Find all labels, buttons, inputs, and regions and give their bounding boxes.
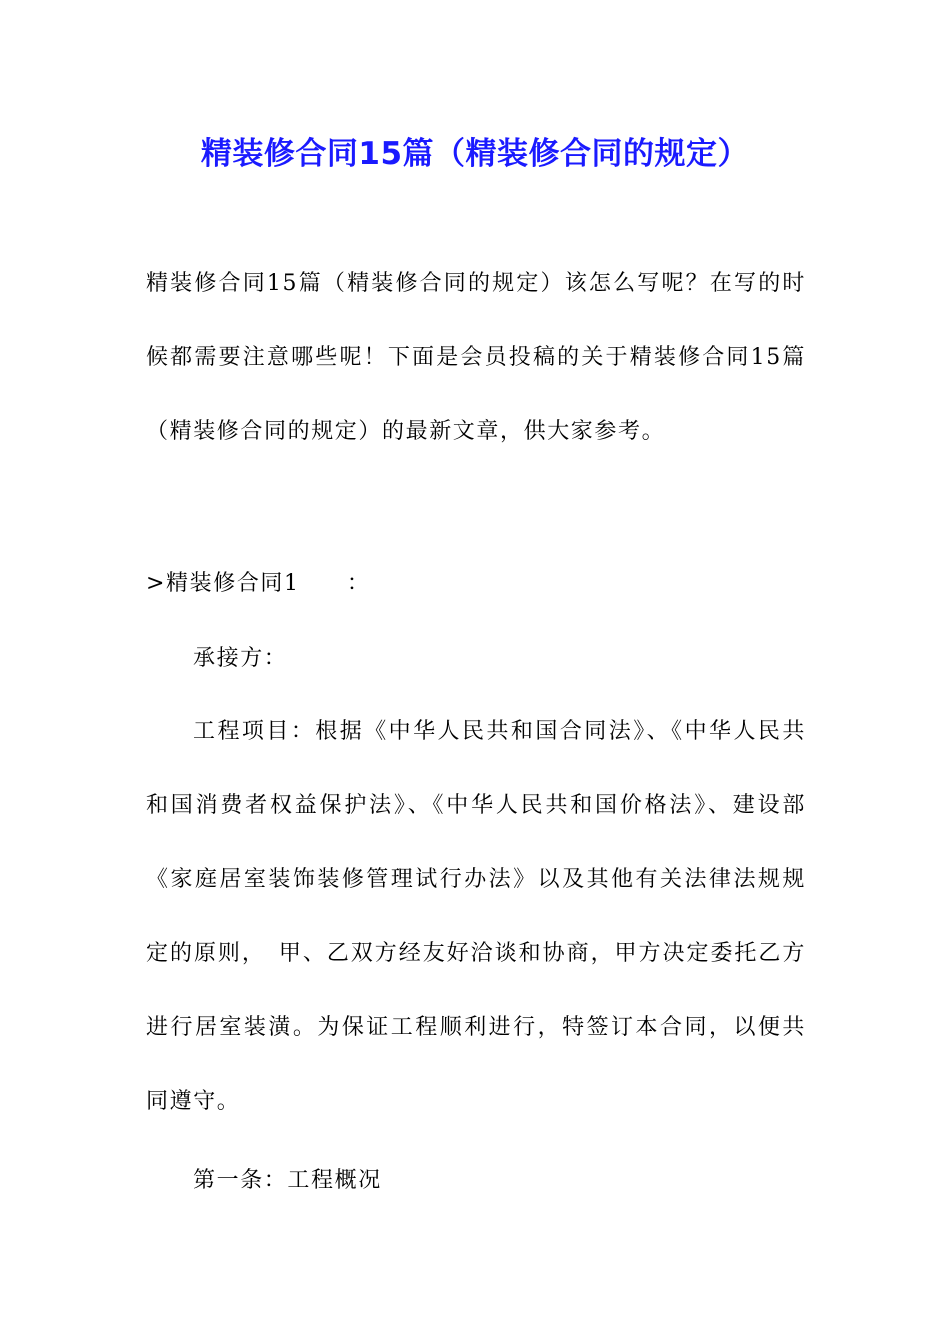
contractor-label: 承接方： [193,646,288,671]
document-title: 精装修合同15篇（精装修合同的规定） [200,136,750,172]
intro-paragraph: 精装修合同15篇（精装修合同的规定）该怎么写呢？在写的时候都需要注意哪些呢！下面是会员投稿的关于精装修合同15篇（精装修合同的规定）的最新文章，供大家参考。 [146,271,806,444]
article-one-heading: 第一条：工程概况 [193,1168,382,1193]
section-heading: >精装修合同1 ： [146,571,371,596]
project-paragraph: 工程项目：根据《中华人民共和国合同法》、《中华人民共和国消费者权益保护法》、《中华人民共和国价格法》、建设部《家庭居室装饰装修管理试行办法》以及其他有关法律法规规定的原则， 甲、乙双方经友好洽谈和协商，甲方决定委托乙方进行居室装潢。为保证工程顺利进行，特签订本合同，以便共同遵守。 [146,719,806,1114]
